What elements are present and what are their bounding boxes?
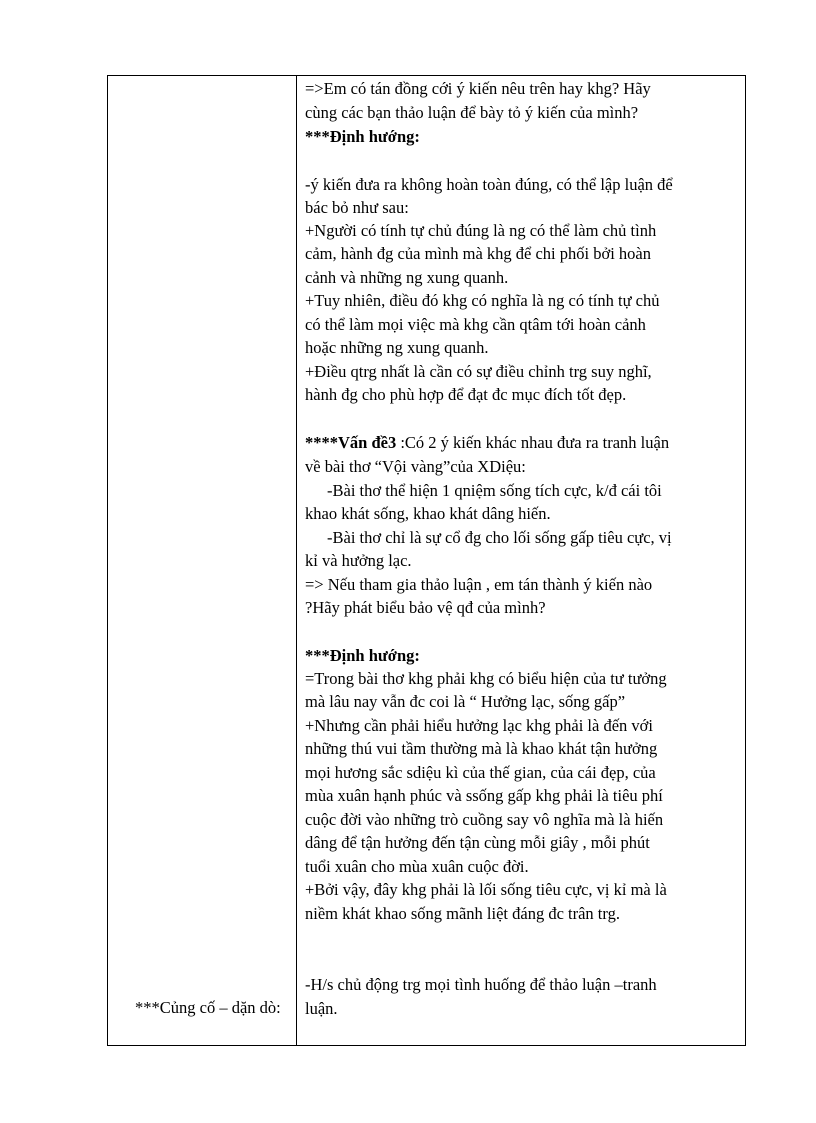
text-line: cảm, hành đg của mình mà khg để chi phối bởi hoàn — [305, 244, 651, 263]
text-line: hoặc những ng xung quanh. — [305, 338, 489, 357]
issue-heading: ****Vấn đề3 — [305, 433, 397, 452]
right-column — [297, 76, 745, 1045]
text-line: +Người có tính tự chủ đúng là ng có thể làm chủ tình — [305, 221, 657, 240]
issue-intro: :Có 2 ý kiến khác nhau đưa ra tranh luận — [396, 433, 670, 452]
text-line: khao khát sống, khao khát dâng hiến. — [305, 504, 551, 523]
text-line: tuổi xuân cho mùa xuân cuộc đời. — [305, 857, 529, 876]
text-line: =Trong bài thơ khg phải khg có biểu hiện của tư tưởng — [305, 669, 667, 688]
section-heading: ***Định hướng: — [305, 646, 420, 665]
text-line: mùa xuân hạnh phúc và ssống gấp khg phải là tiêu phí — [305, 786, 663, 805]
text-line: -H/s chủ động trg mọi tình huống để thảo luận –tranh — [305, 975, 657, 994]
text-line: về bài thơ “Vội vàng”của XDiệu: — [305, 457, 526, 476]
left-column — [108, 76, 297, 1045]
text-line: cuộc đời vào những trò cuồng say vô nghĩa mà là hiến — [305, 810, 664, 829]
text-line: +Nhưng cần phải hiểu hưởng lạc khg phải là đến với — [305, 716, 653, 735]
text-line: cùng các bạn thảo luận để bày tỏ ý kiến của mình? — [305, 103, 639, 122]
text-line: => Nếu tham gia thảo luận , em tán thành ý kiến nào — [305, 575, 653, 594]
text-line: cảnh và những ng xung quanh. — [305, 268, 509, 287]
text-line: -Bài thơ thể hiện 1 qniệm sống tích cực, k/đ cái tôi — [327, 481, 662, 500]
text-line: -ý kiến đưa ra không hoàn toàn đúng, có thể lập luận để — [305, 175, 673, 194]
text-line: kỉ và hưởng lạc. — [305, 551, 412, 570]
text-line: hành đg cho phù hợp để đạt đc mục đích tốt đẹp. — [305, 385, 627, 404]
text-line: +Tuy nhiên, điều đó khg có nghĩa là ng có tính tự chủ — [305, 291, 660, 310]
text-line: ?Hãy phát biểu bảo vệ qđ của mình? — [305, 598, 546, 617]
text-line: dâng để tận hưởng đến tận cùng mỗi giây , mỗi phút — [305, 833, 650, 852]
text-line: +Điều qtrg nhất là cần có sự điều chỉnh trg suy nghĩ, — [305, 362, 652, 381]
text-line: những thú vui tầm thường mà là khao khát tận hưởng — [305, 739, 658, 758]
text-line: +Bởi vậy, đây khg phải là lối sống tiêu cực, vị kỉ mà là — [305, 880, 667, 899]
closing-label: ***Củng cố – dặn dò: — [135, 998, 281, 1017]
text-line: có thể làm mọi việc mà khg cần qtâm tới hoàn cảnh — [305, 315, 646, 334]
text-line: mà lâu nay vẫn đc coi là “ Hưởng lạc, sống gấp” — [305, 692, 626, 711]
text-line: luận. — [305, 999, 338, 1018]
text-line: bác bỏ như sau: — [305, 198, 409, 217]
text-line: mọi hương sắc sdiệu kì của thế gian, của cái đẹp, của — [305, 763, 656, 782]
text-line: -Bài thơ chỉ là sự cổ đg cho lối sống gấp tiêu cực, vị — [327, 528, 672, 547]
lesson-table — [107, 75, 746, 1046]
section-heading: ***Định hướng: — [305, 127, 420, 146]
text-line: niềm khát khao sống mãnh liệt đáng đc trân trg. — [305, 904, 620, 923]
issue-heading-line — [305, 431, 735, 454]
text-line: =>Em có tán đồng cới ý kiến nêu trên hay khg? Hãy — [305, 79, 651, 98]
